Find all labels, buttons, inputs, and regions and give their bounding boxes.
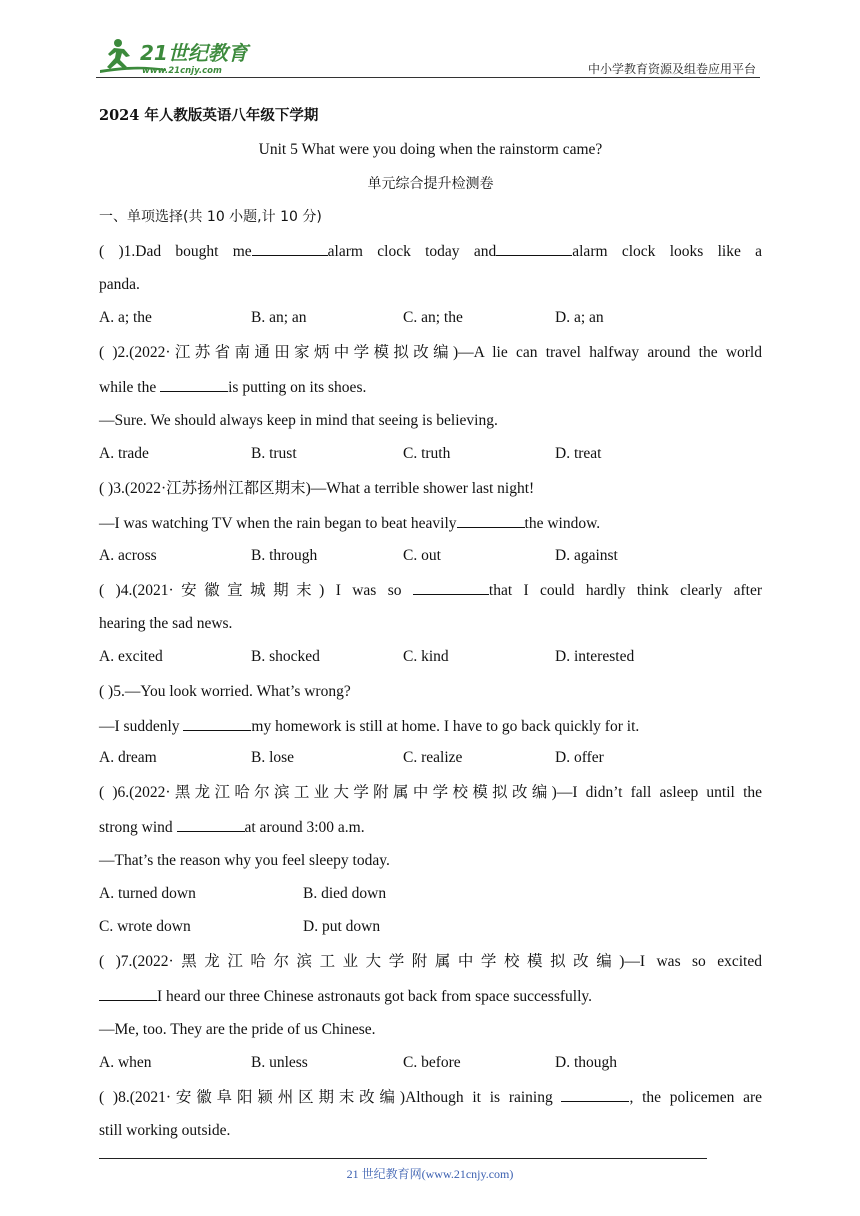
header-divider (96, 77, 760, 78)
q1-option-b[interactable]: B. an; an (251, 309, 307, 326)
21cnjy-logo (96, 36, 266, 78)
q5-option-d[interactable]: D. offer (555, 749, 604, 766)
q5-option-c[interactable]: C. realize (403, 749, 463, 766)
q3-option-a[interactable]: A. across (99, 547, 157, 564)
q6-option-d[interactable]: D. put down (303, 918, 381, 935)
question-3-line-1: ( )3.(2022·江苏扬州江都区期末)—What a terrible shower last night! (99, 480, 535, 497)
q5-option-b[interactable]: B. lose (251, 749, 295, 766)
question-8-line-1: ( )8.(2021·安徽阜阳颍州区期末改编)Although it is raining , the policemen are (99, 1089, 762, 1106)
paper-title: 2024 年人教版英语八年级下学期 (99, 107, 319, 124)
question-2-line-3: —Sure. We should always keep in mind that seeing is believing. (99, 412, 498, 429)
question-1-line-1: ( )1.Dad bought me alarm clock today and alarm clock looks like a (99, 243, 763, 260)
platform-slogan: 中小学教育资源及组卷应用平台 (587, 62, 756, 76)
question-4-line-1: ( )4.(2021·安徽宣城期末) I was so that I could hardly think clearly after (99, 582, 763, 599)
question-7-line-1: ( )7.(2022·黑龙江哈尔滨工业大学附属中学校模拟改编)—I was so excited (99, 953, 762, 970)
question-1-line-2: panda. (99, 276, 140, 293)
question-7-line-2: I heard our three Chinese astronauts got back from space successfully. (99, 986, 762, 1007)
question-2-line-1: ( )2.(2022·江苏省南通田家炳中学模拟改编)—A lie can travel halfway around the world (99, 344, 762, 361)
q1-option-a[interactable]: A. a; the (99, 309, 152, 326)
question-5-line-1: ( )5.—You look worried. What’s wrong? (99, 683, 351, 700)
q6-option-c[interactable]: C. wrote down (99, 918, 191, 935)
question-3-line-2: —I was watching TV when the rain began to beat heavily the window. (99, 515, 601, 532)
q1-option-d[interactable]: D. a; an (555, 309, 604, 326)
q1-option-c[interactable]: C. an; the (403, 309, 463, 326)
question-2-line-2: while the is putting on its shoes. (99, 379, 367, 396)
q4-option-a[interactable]: A. excited (99, 648, 163, 665)
q4-option-b[interactable]: B. shocked (251, 648, 320, 665)
q4-option-c[interactable]: C. kind (403, 648, 449, 665)
footer-divider (99, 1158, 707, 1159)
svg-text:www.21cnjy.com: www.21cnjy.com (142, 66, 222, 76)
q3-option-b[interactable]: B. through (251, 547, 318, 564)
q7-option-c[interactable]: C. before (403, 1054, 461, 1071)
q2-option-b[interactable]: B. trust (251, 445, 297, 462)
q6-option-b[interactable]: B. died down (303, 885, 387, 902)
question-5-line-2: —I suddenly my homework is still at home. I have to go back quickly for it. (99, 718, 640, 735)
footer-text[interactable]: 21 世纪教育网(www.21cnjy.com) (346, 1167, 514, 1181)
svg-text:21世纪教育: 21世纪教育 (140, 41, 248, 65)
q2-option-d[interactable]: D. treat (555, 445, 602, 462)
question-8-line-2: still working outside. (99, 1122, 231, 1139)
question-7-line-3: —Me, too. They are the pride of us Chinese. (99, 1021, 376, 1038)
q7-option-b[interactable]: B. unless (251, 1054, 308, 1071)
q7-option-a[interactable]: A. when (99, 1054, 152, 1071)
test-name: 单元综合提升检测卷 (367, 176, 494, 192)
q6-option-a[interactable]: A. turned down (99, 885, 196, 902)
q7-option-d[interactable]: D. though (555, 1054, 617, 1071)
q3-option-c[interactable]: C. out (403, 547, 441, 564)
q4-option-d[interactable]: D. interested (555, 648, 635, 665)
q3-option-d[interactable]: D. against (555, 547, 618, 564)
question-6-line-2: strong wind at around 3:00 a.m. (99, 819, 365, 836)
q2-option-a[interactable]: A. trade (99, 445, 149, 462)
question-6-line-3: —That’s the reason why you feel sleepy today. (99, 852, 390, 869)
q2-option-c[interactable]: C. truth (403, 445, 451, 462)
section-heading: 一、单项选择(共 10 小题,计 10 分) (99, 209, 322, 225)
question-4-line-2: hearing the sad news. (99, 615, 233, 632)
question-6-line-1: ( )6.(2022·黑龙江哈尔滨工业大学附属中学校模拟改编)—I didn’t fall asleep until the (99, 784, 762, 801)
q5-option-a[interactable]: A. dream (99, 749, 157, 766)
unit-title: Unit 5 What were you doing when the rainstorm came? (258, 141, 603, 158)
